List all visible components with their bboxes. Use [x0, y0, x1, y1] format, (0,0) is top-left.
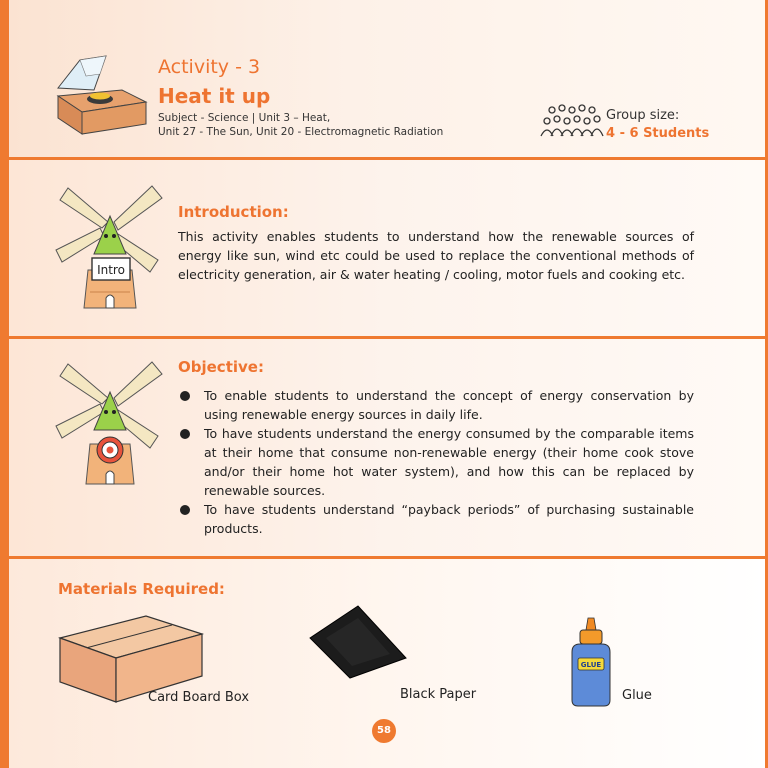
- group-people-icon: [540, 104, 604, 138]
- windmill-intro-illustration: [52, 180, 172, 310]
- bullet-icon: [180, 505, 190, 515]
- material-black-paper: Black Paper: [400, 687, 477, 702]
- bullet-icon: [180, 391, 190, 401]
- solar-cooker-illustration: [50, 50, 150, 135]
- group-size-label: Group size:: [606, 108, 680, 123]
- glue-bottle-illustration: [566, 618, 616, 708]
- objective-item: [178, 386, 694, 424]
- subject-line-2: Unit 27 - The Sun, Unit 20 - Electromagnetic Radiation: [158, 126, 444, 138]
- materials-title: Materials Required:: [58, 580, 225, 598]
- objective-item-text: To have students understand the energy consumed by the comparable items at their home that consume non-renewable energy (their home cook stove and/or their home hot water system), and how this can be replaced by renewable sources.: [204, 426, 694, 498]
- objective-item: [178, 424, 694, 500]
- group-size-value: 4 - 6 Students: [606, 126, 710, 141]
- page-number: 58: [372, 719, 396, 743]
- objective-list: [178, 386, 694, 538]
- objective-item-text: To have students understand “payback periods” of purchasing sustainable products.: [204, 502, 694, 536]
- activity-number: Activity - 3: [158, 56, 261, 78]
- objective-title: Objective:: [178, 358, 264, 376]
- objective-item: [178, 500, 694, 538]
- material-glue: Glue: [622, 688, 652, 703]
- left-edge-bar: [0, 0, 9, 768]
- material-cardboard-box: Card Board Box: [148, 690, 250, 705]
- glue-bottle-label: GLUE: [580, 661, 602, 669]
- activity-title: Heat it up: [158, 84, 271, 108]
- subject-line-1: Subject - Science | Unit 3 – Heat,: [158, 112, 331, 124]
- objective-item-text: To enable students to understand the concept of energy conservation by using renewable energy sources in daily life.: [204, 388, 694, 422]
- intro-paragraph: This activity enables students to understand how the renewable sources of energy like sun, wind etc could be used to replace the conventional methods of electricity generation, air & water heating / cooling, motor fuels and cooking etc.: [178, 229, 694, 282]
- subject-info: [158, 111, 443, 139]
- intro-title: Introduction:: [178, 203, 289, 221]
- intro-badge-label: Intro: [97, 263, 125, 277]
- windmill-objective-illustration: [52, 356, 172, 486]
- black-paper-illustration: [306, 604, 410, 680]
- bullet-icon: [180, 429, 190, 439]
